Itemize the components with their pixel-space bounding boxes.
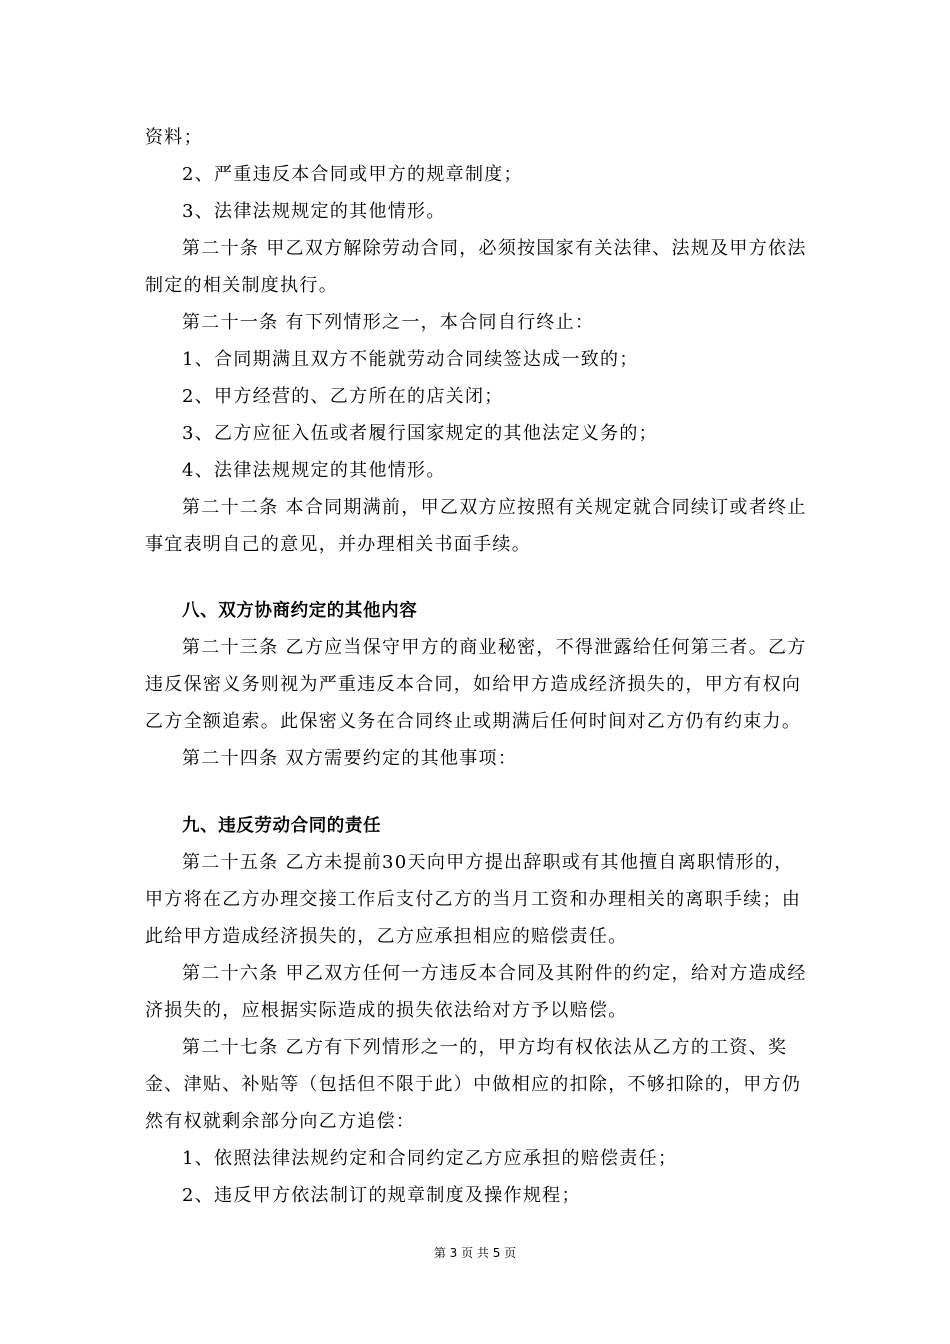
section-heading-9: 九、违反劳动合同的责任 bbox=[182, 816, 382, 836]
text-line: 然有权就剩余部分向乙方追偿： bbox=[145, 1111, 416, 1132]
list-item: 4、法律法规规定的其他情形。 bbox=[182, 460, 446, 481]
article-24: 第二十四条 双方需要约定的其他事项： bbox=[182, 748, 518, 769]
text-line: 事宜表明自己的意见，并办理相关书面手续。 bbox=[145, 534, 531, 555]
list-item: 1、依照法律法规约定和合同约定乙方应承担的赔偿责任； bbox=[182, 1148, 678, 1169]
list-item: 3、乙方应征入伍或者履行国家规定的其他法定义务的； bbox=[182, 423, 658, 444]
list-item: 3、法律法规规定的其他情形。 bbox=[182, 201, 446, 222]
article-20: 第二十条 甲乙双方解除劳动合同，必须按国家有关法律、法规及甲方依法 bbox=[182, 238, 807, 259]
article-23: 第二十三条 乙方应当保守甲方的商业秘密，不得泄露给任何第三者。乙方 bbox=[182, 637, 807, 658]
text-line: 制定的相关制度执行。 bbox=[145, 275, 338, 296]
text-line: 此给甲方造成经济损失的，乙方应承担相应的赔偿责任。 bbox=[145, 926, 628, 947]
text-line: 违反保密义务则视为严重违反本合同，如给甲方造成经济损失的，甲方有权向 bbox=[145, 674, 802, 695]
section-heading-8: 八、双方协商约定的其他内容 bbox=[182, 601, 418, 621]
article-25: 第二十五条 乙方未提前30天向甲方提出辞职或有其他擅自离职情形的， bbox=[182, 852, 794, 873]
list-item: 1、合同期满且双方不能就劳动合同续签达成一致的； bbox=[182, 349, 639, 370]
page-number-footer: 第 3 页 共 5 页 bbox=[433, 1246, 517, 1260]
text-line: 乙方全额追索。此保密义务在合同终止或期满后任何时间对乙方仍有约束力。 bbox=[145, 711, 802, 732]
list-item: 2、严重违反本合同或甲方的规章制度； bbox=[182, 164, 523, 185]
article-22: 第二十二条 本合同期满前，甲乙双方应按照有关规定就合同续订或者终止 bbox=[182, 497, 807, 518]
article-26: 第二十六条 甲乙双方任何一方违反本合同及其附件的约定，给对方造成经 bbox=[182, 963, 807, 984]
article-21: 第二十一条 有下列情形之一，本合同自行终止： bbox=[182, 312, 595, 333]
text-line: 金、津贴、补贴等（包括但不限于此）中做相应的扣除，不够扣除的，甲方仍 bbox=[145, 1074, 802, 1095]
text-line: 甲方将在乙方办理交接工作后支付乙方的当月工资和办理相关的离职手续；由 bbox=[145, 889, 802, 910]
list-item: 2、违反甲方依法制订的规章制度及操作规程； bbox=[182, 1185, 581, 1206]
article-27: 第二十七条 乙方有下列情形之一的，甲方均有权依法从乙方的工资、奖 bbox=[182, 1037, 788, 1058]
list-item: 2、甲方经营的、乙方所在的店关闭； bbox=[182, 386, 504, 407]
text-line: 济损失的，应根据实际造成的损失依法给对方予以赔偿。 bbox=[145, 1000, 628, 1021]
text-line: 资料； bbox=[145, 127, 203, 148]
